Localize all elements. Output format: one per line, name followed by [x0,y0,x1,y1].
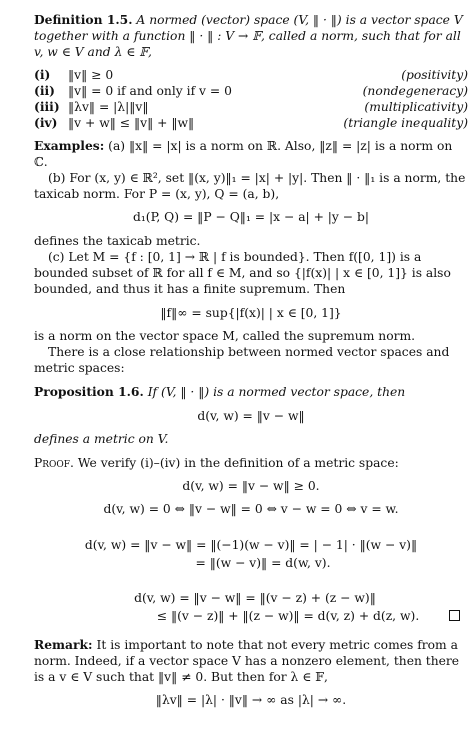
proof-eq-nondegeneracy: d(v, w) = 0 ⇔ ‖v − w‖ = 0 ⇔ v − w = 0 ⇔ v = w. [103,502,399,517]
examples-heading: Examples: [34,137,105,153]
condition-label: (iv) [34,115,58,131]
supremum-equation: ‖f‖∞ = sup{|f(x)| | x ∈ [0, 1]} [160,305,342,320]
proposition-after: defines a metric on V. [34,431,169,446]
proof-eq-triangle-2: ≤ ‖(v − z)‖ + ‖(z − w)‖ = d(v, z) + d(z, w). [156,609,420,624]
remark-paragraph [34,637,468,686]
condition-label: (ii) [34,82,55,98]
proof-paragraph [34,455,468,471]
proof-heading: Proof. [34,456,74,471]
proof-eq-symmetry-2: = ‖(w − v)‖ = d(w, v). [195,555,331,570]
condition-formula: ‖v + w‖ ≤ ‖v‖ + ‖w‖ [68,116,195,131]
condition-formula: ‖v‖ ≥ 0 [68,67,114,82]
condition-note: (multiplicativity) [364,100,468,115]
example-c-after: is a norm on the vector space M, called the supremum norm. [34,328,416,343]
condition-formula: ‖λv‖ = |λ|‖v‖ [68,100,149,115]
condition-label: (iii) [34,99,60,115]
remark-heading: Remark: [34,636,93,652]
norm-conditions [34,67,468,132]
proposition-text: If (V, ‖ · ‖) is a normed vector space, then [147,385,406,400]
definition-heading: Definition 1.5. [34,12,133,27]
proposition-paragraph [34,384,468,400]
condition-item [34,115,468,131]
qed-square-icon [449,610,460,621]
example-b-after: defines the taxicab metric. [34,233,201,248]
proof-eq-symmetry-1: d(v, w) = ‖v − w‖ = ‖(−1)(w − v)‖ = | − 1| · ‖(w − v)‖ [84,537,418,552]
definition-text: A normed (vector) space (V, ‖ · ‖) is a vector space V together with a function ‖ · ‖ : V → 𝔽, called a norm, such that for all v, w ∈ V and λ ∈ 𝔽, [34,13,463,60]
definition-paragraph [34,12,468,61]
condition-label: (i) [34,66,51,82]
proof-eq-positivity: d(v, w) = ‖v − w‖ ≥ 0. [182,479,320,494]
condition-note: (triangle inequality) [343,116,468,131]
taxicab-equation: d₁(P, Q) = ‖P − Q‖₁ = |x − a| + |y − b| [132,210,370,225]
example-c-text: (c) Let M = {f : [0, 1] → ℝ | f is bounded}. Then f([0, 1]) is a bounded subset of ℝ for all f ∈ M, and so {|f(x)| | x ∈ [0, 1]} is also bounded, and thus it has a finite supremum. Then [34,249,451,297]
condition-formula: ‖v‖ = 0 if and only if v = 0 [68,83,232,98]
condition-item [34,67,468,83]
example-a-text: (a) ‖x‖ = |x| is a norm on ℝ. Also, ‖z‖ = |z| is a norm on ℂ. [34,138,453,169]
examples-paragraph [34,138,468,170]
condition-note: (nondegeneracy) [362,83,468,98]
proposition-heading: Proposition 1.6. [34,384,144,400]
metric-equation: d(v, w) = ‖v − w‖ [197,408,305,423]
triangle-block [34,590,468,624]
condition-item [34,99,468,115]
relation-text: There is a close relationship between normed vector spaces and metric spaces: [34,344,450,376]
proof-intro: We verify (i)–(iv) in the definition of a metric space: [77,456,399,471]
condition-item [34,83,468,99]
proof-eq-triangle-1: d(v, w) = ‖v − w‖ = ‖(v − z) + (z − w)‖ [134,591,376,606]
remark-text: It is important to note that not every metric comes from a norm. Indeed, if a vector space V has a nonzero element, then there is a v ∈ V such that ‖v‖ ≠ 0. But then for λ ∈ 𝔽, [34,637,460,684]
condition-note: (positivity) [401,67,468,82]
remark-equation: ‖λv‖ = |λ| · ‖v‖ → ∞ as |λ| → ∞. [155,693,347,708]
example-b-text: (b) For (x, y) ∈ ℝ², set ‖(x, y)‖₁ = |x| + |y|. Then ‖ · ‖₁ is a norm, the taxicab norm. For P = (x, y), Q = (a, b), [34,170,466,202]
